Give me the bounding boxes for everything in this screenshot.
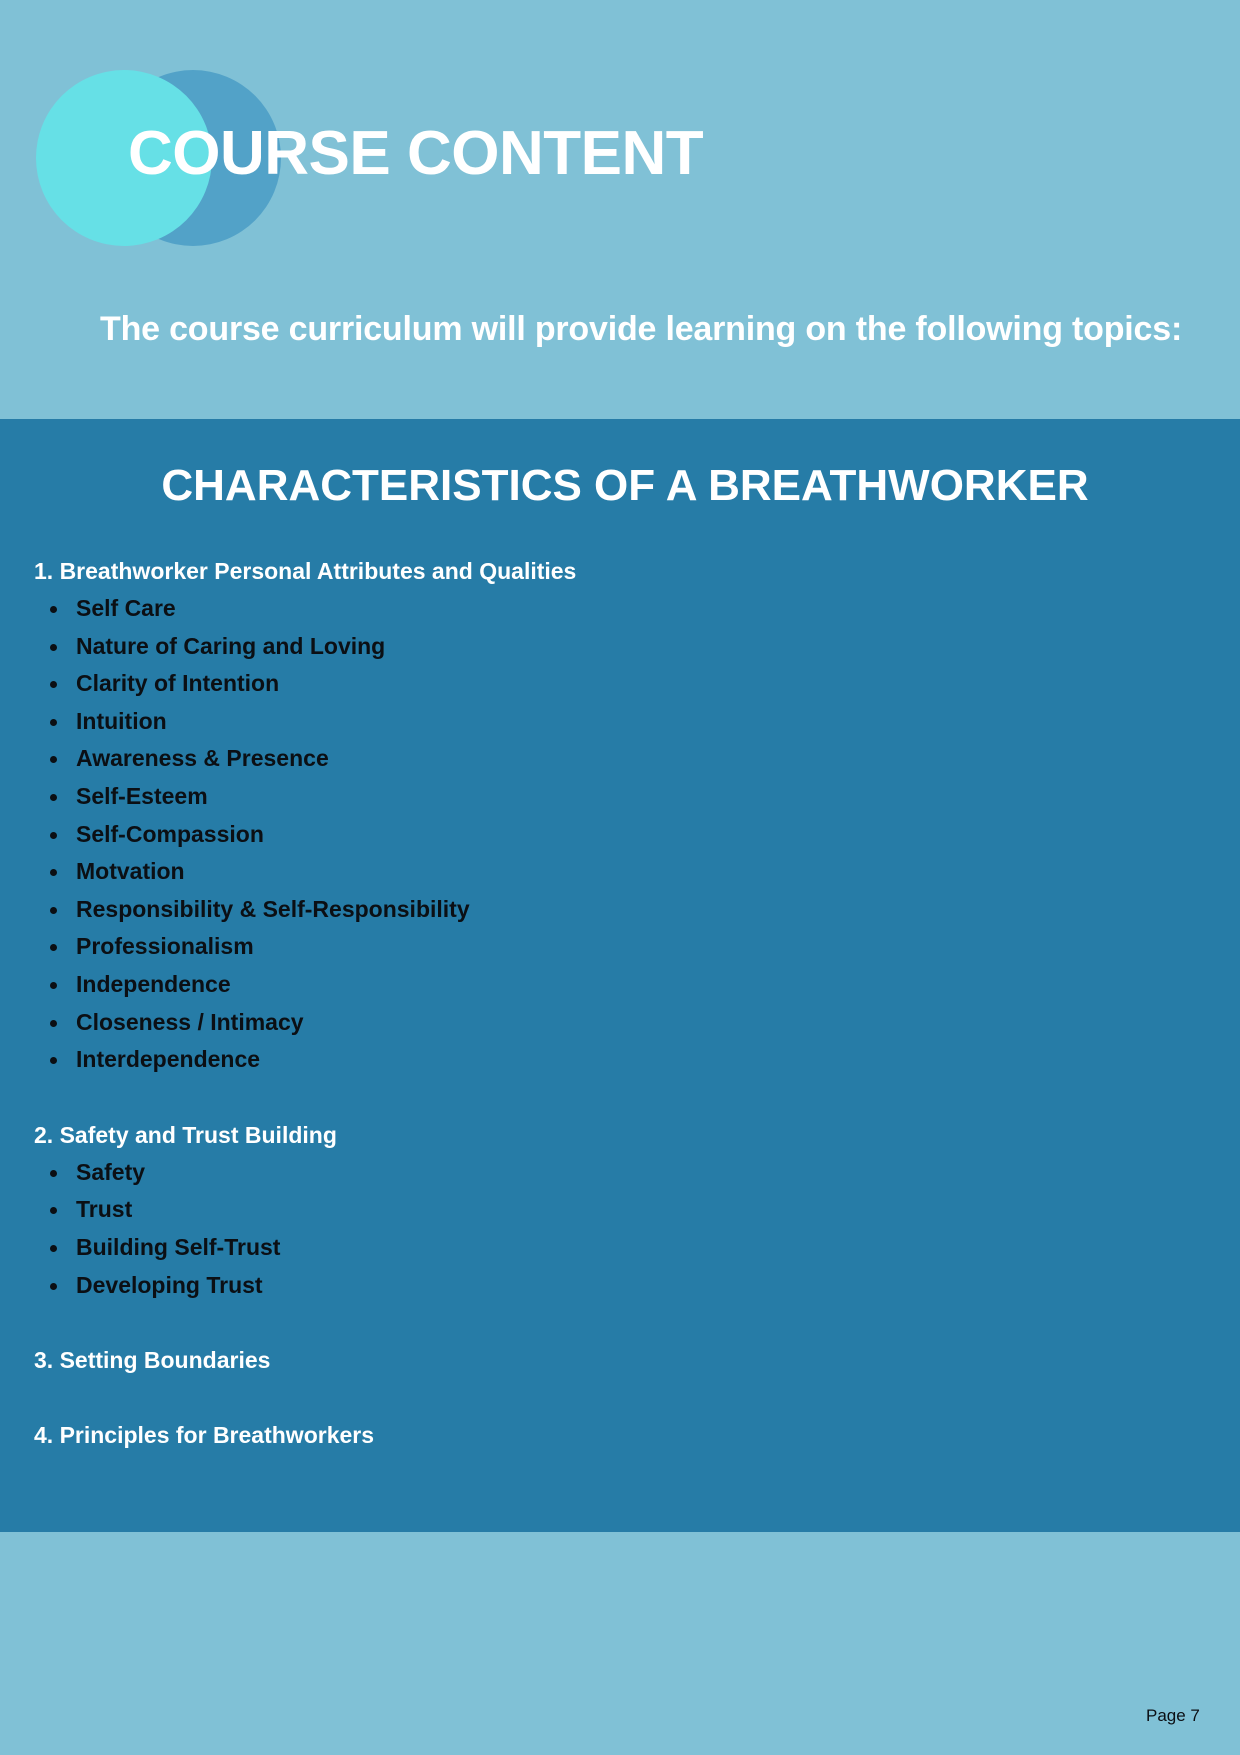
list-item: Professionalism — [34, 928, 576, 966]
list-item: Interdependence — [34, 1041, 576, 1079]
list-item: Building Self-Trust — [34, 1229, 576, 1267]
topic-items — [34, 1154, 576, 1304]
list-item: Safety — [34, 1154, 576, 1192]
topic-list — [34, 552, 576, 1491]
list-item: Self Care — [34, 590, 576, 628]
topic-items — [34, 590, 576, 1079]
list-item: Self-Compassion — [34, 816, 576, 854]
list-item: Independence — [34, 966, 576, 1004]
topic-1 — [34, 552, 576, 1079]
topic-2 — [34, 1116, 576, 1304]
list-item: Awareness & Presence — [34, 740, 576, 778]
page-number: Page 7 — [1146, 1706, 1200, 1725]
list-item: Developing Trust — [34, 1267, 576, 1305]
list-item: Intuition — [34, 703, 576, 741]
topic-3 — [34, 1341, 576, 1379]
topic-4 — [34, 1416, 576, 1454]
topic-title: 1. Breathworker Personal Attributes and Qualities — [34, 558, 577, 584]
list-item: Closeness / Intimacy — [34, 1004, 576, 1042]
list-item: Responsibility & Self-Responsibility — [34, 891, 576, 929]
page-title: COURSE CONTENT — [128, 119, 704, 188]
list-item: Clarity of Intention — [34, 665, 576, 703]
content-band — [0, 419, 1240, 1532]
list-item: Nature of Caring and Loving — [34, 628, 576, 666]
topic-title: 4. Principles for Breathworkers — [34, 1422, 375, 1449]
list-item: Self-Esteem — [34, 778, 576, 816]
topic-title: 2. Safety and Trust Building — [34, 1121, 337, 1148]
list-item: Trust — [34, 1191, 576, 1229]
list-item: Motvation — [34, 853, 576, 891]
section-heading: CHARACTERISTICS OF A BREATHWORKER — [161, 461, 1089, 510]
header-band — [0, 0, 1240, 419]
topic-title: 3. Setting Boundaries — [34, 1347, 271, 1374]
intro-text: The course curriculum will provide learning on the following topics: — [100, 310, 1183, 348]
